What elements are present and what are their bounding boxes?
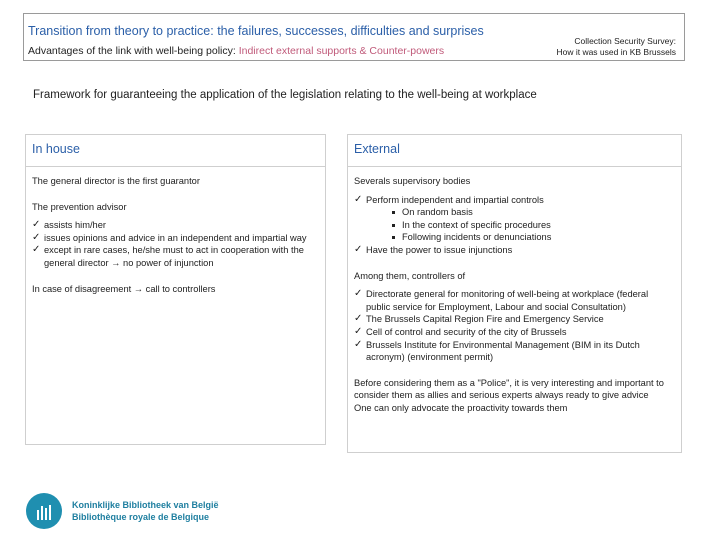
disagreement-text: In case of disagreement → call to controllers [32, 283, 216, 294]
slide-title: Transition from theory to practice: the failures, successes, difficulties and surprises [28, 24, 484, 38]
list-item: ✓ Brussels Institute for Environmental Management (BIM in its Dutch acronym) (environment permit) [354, 339, 675, 364]
external-heading: External [348, 135, 681, 167]
slide-subtitle [28, 45, 444, 57]
survey-label-line2: How it was used in KB Brussels [556, 47, 676, 57]
controllers-list [354, 288, 675, 364]
controllers-intro: Among them, controllers of [354, 270, 466, 281]
in-house-panel [25, 134, 326, 445]
slide-header [23, 13, 685, 61]
survey-label-line1: Collection Security Survey: [574, 36, 676, 46]
list-item: Following incidents or denunciations [392, 231, 675, 244]
kbr-logo-text [72, 499, 219, 523]
police-note: Before considering them as a "Police", it is very interesting and important to consider them as allies and serious experts always ready to give advice [354, 377, 664, 401]
survey-label [556, 36, 676, 58]
list-item: On random basis [392, 206, 675, 219]
external-body [348, 167, 681, 415]
framework-title: Framework for guaranteeing the application of the legislation relating to the well-being at workplace [33, 89, 537, 101]
controls-sub-points [392, 206, 675, 244]
bodies-intro: Severals supervisory bodies [354, 176, 471, 186]
proactivity-note: One can only advocate the proactivity towards them [354, 402, 568, 413]
logo-line2: Bibliothèque royale de Belgique [72, 512, 210, 522]
in-house-heading: In house [26, 135, 325, 167]
list-item: ✓ except in rare cases, he/she must to act in cooperation with the general director → no power of injunction [32, 244, 319, 269]
injunction-points [354, 244, 675, 257]
list-item: ✓ assists him/her [32, 219, 319, 232]
subtitle-prefix: Advantages of the link with well-being policy: [28, 45, 239, 57]
list-item: ✓ Directorate general for monitoring of well-being at workplace (federal public service for Employment, Labour and social Consultation) [354, 288, 675, 313]
subtitle-highlight: Indirect external supports & Counter-powers [238, 45, 445, 57]
first-guarantor-text: The general director is the first guarantor [32, 176, 200, 186]
list-item: ✓ issues opinions and advice in an independent and impartial way [32, 232, 319, 245]
list-item: ✓ The Brussels Capital Region Fire and Emergency Service [354, 313, 675, 326]
advisor-intro: The prevention advisor [32, 201, 127, 212]
list-item: In the context of specific procedures [392, 219, 675, 232]
list-item: ✓ Cell of control and security of the city of Brussels [354, 326, 675, 339]
list-item: ✓ Perform independent and impartial controls [354, 194, 675, 207]
bodies-points [354, 194, 675, 207]
list-item: ✓ Have the power to issue injunctions [354, 244, 675, 257]
logo-line1: Koninklijke Bibliotheek van België [72, 500, 219, 510]
kbr-logo-icon [26, 493, 62, 529]
kbr-logo [26, 493, 219, 529]
advisor-points [32, 219, 319, 269]
external-panel [347, 134, 682, 453]
in-house-body [26, 167, 325, 295]
